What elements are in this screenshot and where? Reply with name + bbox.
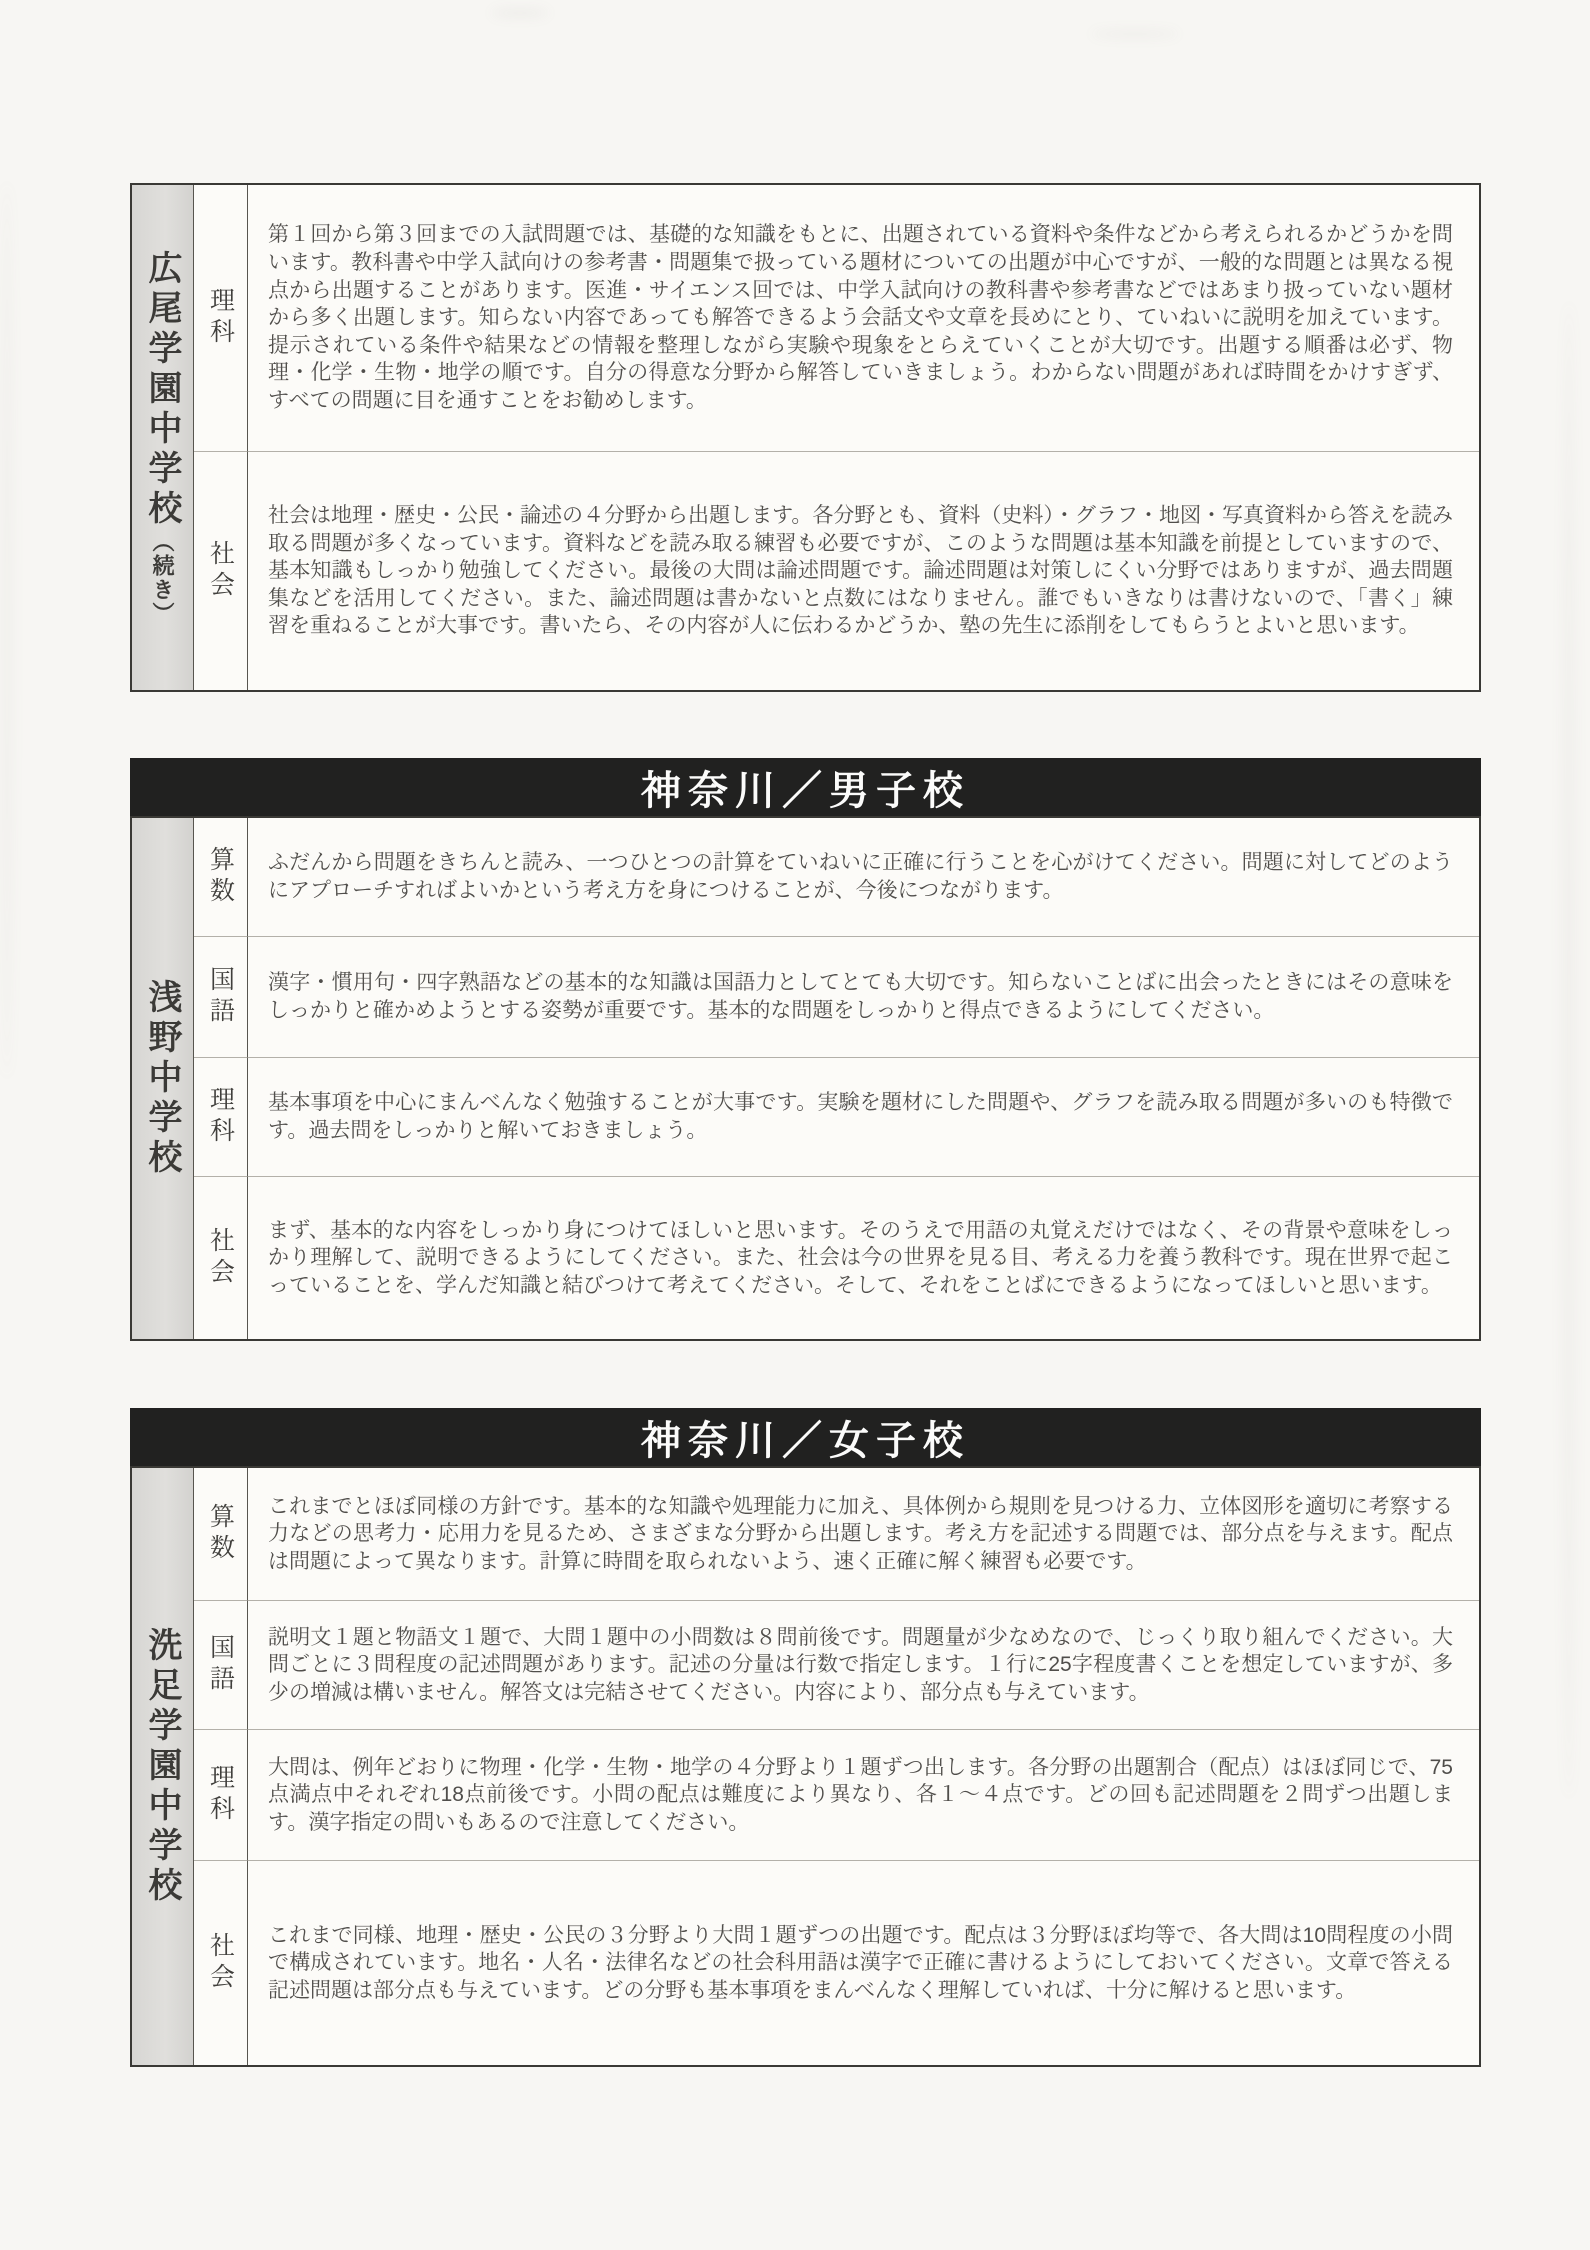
subject-cell-kokugo bbox=[194, 936, 248, 1057]
subject-label: 社会 bbox=[206, 1227, 235, 1289]
advice-cell bbox=[248, 185, 1479, 451]
advice-text: 基本事項を中心にまんべんなく勉強することが大事です。実験を題材にした問題や、グラフを読み取る問題が多いのも特徴です。過去問をしっかりと解いておきましょう。 bbox=[268, 1091, 1453, 1142]
subject-label: 理科 bbox=[206, 287, 235, 349]
advice-text: 漢字・慣用句・四字熟語などの基本的な知識は国語力としてとても大切です。知らないことばに出会ったときにはその意味をしっかりと確かめようとする姿勢が重要です。基本的な問題をしっかりと得点できるようにしてください。 bbox=[268, 971, 1453, 1022]
scan-smudge bbox=[490, 8, 550, 18]
subject-cell-shakai bbox=[194, 451, 248, 690]
advice-cell bbox=[248, 451, 1479, 690]
subject-label: 理科 bbox=[206, 1086, 235, 1148]
section-banner-title: 神奈川／男子校 bbox=[641, 768, 970, 813]
advice-text: これまでとほぼ同様の方針です。基本的な知識や処理能力に加え、具体例から規則を見つける力、立体図形を適切に考察する力などの思考力・応用力を見るため、さまざまな分野から出題します。考え方を記述する問題では、部分点を与えます。配点は問題によって異なります。計算に時間を取られないよう、速く正確に解く練習も必要です。 bbox=[268, 1494, 1453, 1573]
advice-text: ふだんから問題をきちんと読み、一つひとつの計算をていねいに正確に行うことを心がけてください。問題に対してどのようにアプローチすればよいかという考え方を身につけることが、今後につながります。 bbox=[268, 851, 1453, 902]
advice-cell bbox=[248, 1057, 1479, 1176]
subject-label: 国語 bbox=[206, 1634, 235, 1696]
school-name-cell bbox=[132, 818, 194, 1339]
scan-smudge bbox=[0, 180, 14, 1080]
subject-label: 社会 bbox=[206, 1932, 235, 1994]
school-name-cell bbox=[132, 1468, 194, 2065]
subject-label: 算数 bbox=[206, 846, 235, 908]
advice-text: 説明文１題と物語文１題で、大問１題中の小問数は８問前後です。問題量が少なめなので、じっくり取り組んでください。大問ごとに３問程度の記述問題があります。記述の分量は行数で指定します。１行に25字程度書くことを想定していますが、多少の増減は構いません。解答文は完結させてください。内容により、部分点も与えています。 bbox=[268, 1625, 1453, 1704]
advice-text: 社会は地理・歴史・公民・論述の４分野から出題します。各分野とも、資料（史料）・グラフ・地図・写真資料から答えを読み取る問題が多くなっています。資料などを読み取る練習も必要ですが、このような問題は基本知識を前提としていますので、基本知識もしっかり勉強してください。最後の大問は論述問題です。論述問題は対策しにくい分野ではありますが、過去問題集などを活用してください。また、論述問題は書かないと点数にはなりません。誰でもいきなりは書けないので、「書く」練習を重ねることが大事です。書いたら、その内容が人に伝わるかどうか、塾の先生に添削をしてもらうとよいと思います。 bbox=[268, 504, 1453, 638]
school-name-note: （続き） bbox=[150, 529, 175, 626]
subject-cell-sansu bbox=[194, 1468, 248, 1600]
section-banner-title: 神奈川／女子校 bbox=[641, 1418, 970, 1463]
subject-cell-rika bbox=[194, 1057, 248, 1176]
advice-cell bbox=[248, 1729, 1479, 1860]
scan-smudge bbox=[1090, 30, 1180, 38]
section-banner-kanagawa-boys bbox=[130, 758, 1481, 816]
advice-text: 大問は、例年どおりに物理・化学・生物・地学の４分野より１題ずつ出します。各分野の出題割合（配点）はほぼ同じで、75点満点中それぞれ18点前後です。小問の配点は難度により異なり、各１～４点です。どの回も記述問題を２問ずつ出題します。漢字指定の問いもあるので注意してください。 bbox=[268, 1755, 1453, 1834]
table-asano bbox=[130, 816, 1481, 1341]
subject-cell-shakai bbox=[194, 1860, 248, 2065]
school-name: 広尾学園中学校 bbox=[143, 249, 181, 530]
subject-cell-rika bbox=[194, 1729, 248, 1860]
subject-cell-kokugo bbox=[194, 1600, 248, 1729]
subject-label: 算数 bbox=[206, 1503, 235, 1565]
school-name: 洗足学園中学校 bbox=[143, 1626, 181, 1907]
subject-cell-sansu bbox=[194, 818, 248, 936]
scan-smudge bbox=[1560, 300, 1578, 1800]
advice-cell bbox=[248, 1860, 1479, 2065]
section-banner-kanagawa-girls bbox=[130, 1408, 1481, 1466]
advice-text: まず、基本的な内容をしっかり身につけてほしいと思います。そのうえで用語の丸覚えだけではなく、その背景や意味をしっかり理解して、説明できるようにしてください。また、社会は今の世界を見る目、考える力を養う教科です。現在世界で起こっていることを、学んだ知識と結びつけて考えてください。そして、それをことばにできるようになってほしいと思います。 bbox=[268, 1218, 1453, 1297]
table-hiroo-gakuen bbox=[130, 183, 1481, 692]
advice-text: これまで同様、地理・歴史・公民の３分野より大問１題ずつの出題です。配点は３分野ほぼ均等で、各大問は10問程度の小問で構成されています。地名・人名・法律名などの社会科用語は漢字で正確に書けるようにしておいてください。文章で答える記述問題は部分点も与えています。どの分野も基本事項をまんべんなく理解していれば、十分に解けると思います。 bbox=[268, 1923, 1453, 2002]
subject-cell-shakai bbox=[194, 1176, 248, 1339]
subject-cell-rika bbox=[194, 185, 248, 451]
advice-cell bbox=[248, 818, 1479, 936]
subject-label: 国語 bbox=[206, 966, 235, 1028]
advice-text: 第１回から第３回までの入試問題では、基礎的な知識をもとに、出題されている資料や条件などから考えられるかどうかを問います。教科書や中学入試向けの参考書・問題集で扱っている題材についての出題が中心ですが、一般的な問題とは異なる視点から出題することがあります。医進・サイエンス回では、中学入試向けの教科書や参考書などではあまり扱っていない題材から多く出題します。知らない内容であっても解答できるよう会話文や文章を長めにとり、ていねいに説明を加えています。提示されている条件や結果などの情報を整理しながら実験や現象をとらえていくことが大切です。出題する順番は必ず、物理・化学・生物・地学の順です。自分の得意な分野から解答していきましょう。わからない問題があれば時間をかけすぎず、すべての問題に目を通すことをお勧めします。 bbox=[268, 223, 1453, 412]
subject-label: 理科 bbox=[206, 1764, 235, 1826]
table-senzoku-gakuen bbox=[130, 1466, 1481, 2067]
school-name-cell bbox=[132, 185, 194, 690]
advice-cell bbox=[248, 1468, 1479, 1600]
subject-label: 社会 bbox=[206, 540, 235, 602]
advice-cell bbox=[248, 1600, 1479, 1729]
advice-cell bbox=[248, 1176, 1479, 1339]
advice-cell bbox=[248, 936, 1479, 1057]
school-name: 浅野中学校 bbox=[143, 978, 181, 1179]
